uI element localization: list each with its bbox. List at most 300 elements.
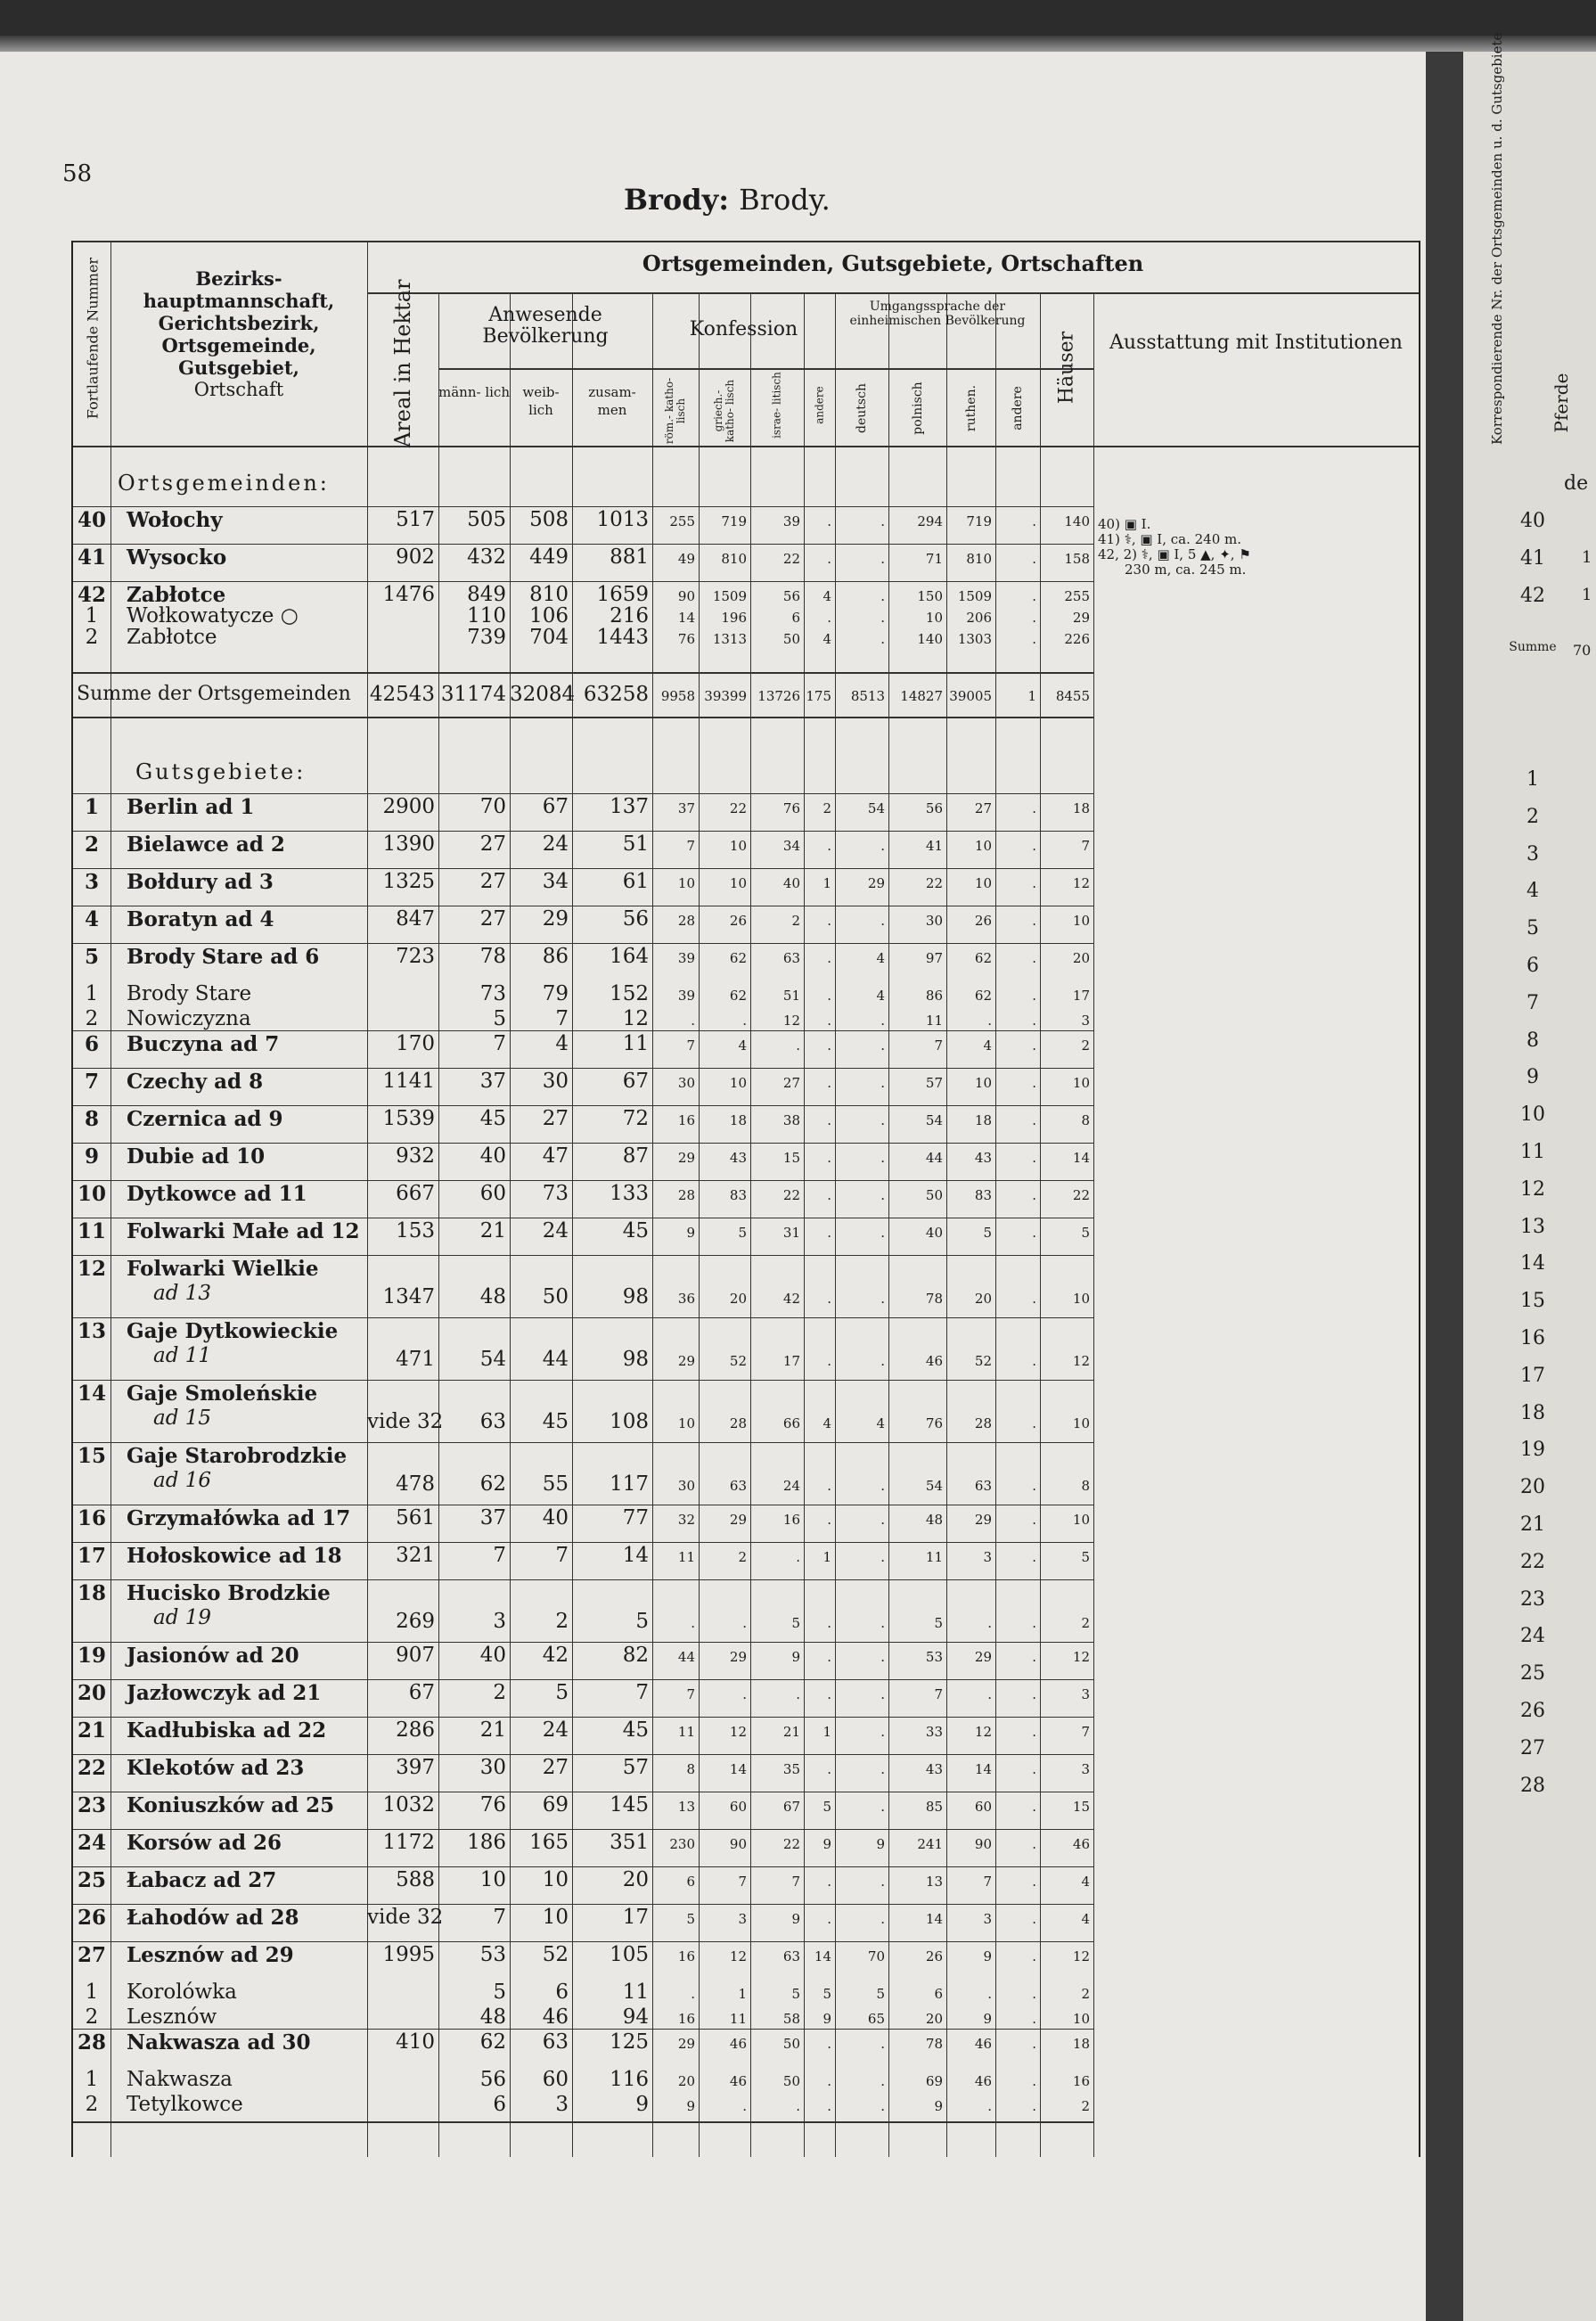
cell-de: . bbox=[880, 838, 885, 854]
header-isr: israe- litisch bbox=[770, 372, 783, 439]
cell-an: . bbox=[1032, 1549, 1036, 1565]
cell-isr: 63 bbox=[782, 950, 800, 966]
np-gg-num: 11 bbox=[1520, 1141, 1545, 1163]
header-name-line: Ortsgemeinde, bbox=[161, 334, 316, 357]
row-nr: 13 bbox=[77, 1319, 106, 1343]
row-name: Grzymałówka ad 17 bbox=[127, 1506, 351, 1530]
cell-gk: 1313 bbox=[712, 631, 747, 647]
cell-ru: 18 bbox=[974, 1112, 992, 1128]
cell-rk: 11 bbox=[677, 1549, 695, 1565]
header-bevoelkerung: Anwesende Bevölkerung bbox=[482, 304, 609, 348]
cell-a: 67 bbox=[408, 1681, 435, 1704]
row-nr: 25 bbox=[77, 1868, 106, 1892]
row-rule bbox=[73, 1679, 1093, 1680]
cell-a: 847 bbox=[396, 907, 435, 931]
np-og-val: 1 bbox=[1582, 548, 1592, 567]
row-rule bbox=[73, 1542, 1093, 1543]
cell-m: 70 bbox=[479, 795, 506, 818]
cell-isr: 6 bbox=[791, 610, 800, 626]
row-rule bbox=[73, 1717, 1093, 1718]
cell-z: 98 bbox=[622, 1285, 649, 1308]
cell-w: 2 bbox=[555, 1610, 569, 1633]
cell-isr: 31 bbox=[782, 1225, 800, 1241]
cell-de: . bbox=[880, 1291, 885, 1307]
cell-a: 907 bbox=[396, 1644, 435, 1667]
cell-ru: 3 bbox=[983, 1549, 992, 1565]
row-name: Korsów ad 26 bbox=[127, 1831, 282, 1855]
cell-pl: 26 bbox=[925, 1948, 943, 1964]
cell-m: 849 bbox=[467, 583, 506, 606]
cell-pl: 97 bbox=[925, 950, 943, 966]
cell-w: 6 bbox=[555, 1981, 569, 2004]
cell-gk: 1 bbox=[738, 1986, 747, 2002]
gg-row bbox=[73, 1642, 1419, 1679]
cell-de: . bbox=[880, 1549, 885, 1565]
gg-row bbox=[73, 2004, 1419, 2029]
cell-gk: . bbox=[742, 1615, 747, 1631]
page-title bbox=[624, 183, 831, 217]
cell-and: . bbox=[827, 1075, 831, 1091]
row-name: Folwarki Małe ad 12 bbox=[127, 1219, 360, 1243]
np-gg-num: 16 bbox=[1520, 1327, 1545, 1349]
cell-pl: 76 bbox=[925, 1415, 943, 1431]
cell-pl: 20 bbox=[925, 2011, 943, 2027]
cell-and: . bbox=[827, 1911, 831, 1927]
cell-h: 2 bbox=[1081, 2098, 1090, 2114]
cell-pl: 48 bbox=[925, 1512, 943, 1528]
book-gutter bbox=[1426, 52, 1463, 2321]
cell-de: . bbox=[880, 1225, 885, 1241]
np-gg-num: 23 bbox=[1520, 1587, 1545, 1611]
gg-row bbox=[73, 1218, 1419, 1255]
cell-pl: 14 bbox=[925, 1911, 943, 1927]
cell-ru: 206 bbox=[966, 610, 992, 626]
cell-ru: 29 bbox=[974, 1512, 992, 1528]
cell-isr: 50 bbox=[782, 2073, 800, 2089]
np-gg-num: 22 bbox=[1520, 1550, 1545, 1573]
cell-isr: 21 bbox=[782, 1724, 800, 1740]
cell-gk: 62 bbox=[729, 988, 747, 1004]
cell-and: . bbox=[827, 1353, 831, 1369]
cell-w: 10 bbox=[542, 1868, 569, 1891]
cell-m: 60 bbox=[479, 1182, 506, 1205]
cell-and: 4 bbox=[823, 1415, 831, 1431]
cell-h: 20 bbox=[1072, 950, 1090, 966]
np-header-pferde: Pferde bbox=[1551, 373, 1572, 433]
cell-ru: 63 bbox=[974, 1478, 992, 1494]
cell-z: 56 bbox=[622, 907, 649, 931]
cell-m: 186 bbox=[467, 1831, 506, 1854]
table-bottom-rule bbox=[73, 2121, 1093, 2123]
cell-de: . bbox=[880, 1478, 885, 1494]
cell-h: 46 bbox=[1072, 1836, 1090, 1852]
header-name-line: Bezirks- bbox=[195, 267, 282, 290]
header-rk: röm.- katho- lisch bbox=[663, 377, 687, 445]
cell-ru: . bbox=[987, 1615, 992, 1631]
np-gg-num: 28 bbox=[1520, 1774, 1545, 1797]
cell-z: 94 bbox=[622, 2005, 649, 2029]
cell-z: 164 bbox=[610, 945, 649, 968]
cell-an: . bbox=[1032, 1986, 1036, 2002]
cell-gk: 810 bbox=[721, 551, 747, 567]
row-nr: 21 bbox=[77, 1718, 106, 1743]
row-nr: 2 bbox=[84, 832, 99, 857]
cell-an: . bbox=[1032, 2073, 1036, 2089]
cell-de: . bbox=[880, 588, 885, 604]
gg-row bbox=[73, 1380, 1419, 1440]
cell-a: 1390 bbox=[382, 832, 435, 856]
header-name-line: Gerichtsbezirk, bbox=[158, 312, 320, 334]
cell-ru: 26 bbox=[974, 913, 992, 929]
row-nr: 22 bbox=[77, 1756, 106, 1780]
cell-a: 723 bbox=[396, 945, 435, 968]
cell-and: 1 bbox=[823, 1724, 831, 1740]
cell-z: 1443 bbox=[596, 626, 649, 649]
row-rule bbox=[73, 1642, 1093, 1643]
cell-gk: 28 bbox=[729, 1415, 747, 1431]
row-nr: 15 bbox=[77, 1444, 106, 1468]
gg-row bbox=[73, 2029, 1419, 2066]
header-gk: griech.- katho- lisch bbox=[712, 379, 736, 443]
row-name: Łahodów ad 28 bbox=[127, 1906, 299, 1930]
cell-and: 9 bbox=[823, 2011, 831, 2027]
cell-a: 269 bbox=[396, 1610, 435, 1633]
cell-isr: 56 bbox=[782, 588, 800, 604]
cell-z: 137 bbox=[610, 795, 649, 818]
cell-rk: 90 bbox=[677, 588, 695, 604]
np-gg-num: 14 bbox=[1520, 1252, 1545, 1275]
cell-h: 5 bbox=[1081, 1225, 1090, 1241]
cell-gk: 46 bbox=[729, 2036, 747, 2052]
cell-and: . bbox=[827, 2036, 831, 2052]
cell-gk: 60 bbox=[729, 1799, 747, 1815]
cell-a: 478 bbox=[396, 1472, 435, 1496]
cell-de: . bbox=[880, 1037, 885, 1054]
cell-pl: 40 bbox=[925, 1225, 943, 1241]
gg-row bbox=[73, 1505, 1419, 1542]
gg-row bbox=[73, 1442, 1419, 1503]
cell-an: . bbox=[1032, 1799, 1036, 1815]
cell-z: 51 bbox=[622, 832, 649, 856]
cell-gk: . bbox=[742, 2098, 747, 2114]
cell-z: 11 bbox=[622, 1032, 649, 1055]
row-rule bbox=[73, 1829, 1093, 1830]
cell-h: 2 bbox=[1081, 1615, 1090, 1631]
cell-pl: 7 bbox=[934, 1037, 943, 1054]
summe-label: Summe der Ortsgemeinden bbox=[77, 683, 351, 705]
cell-de: . bbox=[880, 913, 885, 929]
cell-pl: 50 bbox=[925, 1187, 943, 1203]
cell-and: . bbox=[827, 1225, 831, 1241]
cell-and: . bbox=[827, 1686, 831, 1702]
cell-an: . bbox=[1032, 2036, 1036, 2052]
cell-gk: 26 bbox=[729, 913, 747, 929]
cell-z: 1659 bbox=[596, 583, 649, 606]
cell-de: . bbox=[880, 1187, 885, 1203]
cell-isr: 17 bbox=[782, 1353, 800, 1369]
cell-h: 3 bbox=[1081, 1013, 1090, 1029]
row-rule bbox=[73, 506, 1093, 507]
cell-pl: 140 bbox=[917, 631, 943, 647]
cell-gk: 62 bbox=[729, 950, 747, 966]
cell-h: 4 bbox=[1081, 1911, 1090, 1927]
cell-z: 87 bbox=[622, 1144, 649, 1168]
cell-z: 9 bbox=[635, 2093, 649, 2116]
row-name-2: ad 19 bbox=[153, 1606, 212, 1629]
cell-isr: . bbox=[796, 1037, 800, 1054]
cell-z: 14 bbox=[622, 1544, 649, 1567]
row-name: Berlin ad 1 bbox=[127, 795, 255, 819]
cell-de: 4 bbox=[876, 1415, 885, 1431]
cell-m: 78 bbox=[479, 945, 506, 968]
cell-isr: 34 bbox=[782, 838, 800, 854]
header-group-title: Ortsgemeinden, Gutsgebiete, Ortschaften bbox=[642, 250, 1144, 276]
row-name: Gaje Starobrodzkie bbox=[127, 1444, 348, 1468]
cell-w: 5 bbox=[555, 1681, 569, 1704]
cell-rk: 16 bbox=[677, 2011, 695, 2027]
cell-gk: 12 bbox=[729, 1724, 747, 1740]
cell-and: . bbox=[827, 2073, 831, 2089]
cell-and: . bbox=[827, 551, 831, 567]
np-summe-val: 70 bbox=[1573, 642, 1592, 659]
cell-an: . bbox=[1032, 1225, 1036, 1241]
row-rule bbox=[73, 943, 1093, 944]
cell-an: . bbox=[1032, 950, 1036, 966]
summe-w: 32084 bbox=[510, 683, 576, 706]
cell-rk: 13 bbox=[677, 1799, 695, 1815]
cell-ru: 1303 bbox=[957, 631, 992, 647]
cell-gk: 63 bbox=[729, 1478, 747, 1494]
cell-ru: 46 bbox=[974, 2036, 992, 2052]
cell-an: . bbox=[1032, 610, 1036, 626]
cell-ru: 46 bbox=[974, 2073, 992, 2089]
cell-h: 18 bbox=[1072, 800, 1090, 816]
cell-ru: 7 bbox=[983, 1874, 992, 1890]
cell-w: 86 bbox=[542, 945, 569, 968]
cell-m: 73 bbox=[479, 982, 506, 1005]
cell-an: . bbox=[1032, 513, 1036, 529]
cell-isr: 58 bbox=[782, 2011, 800, 2027]
cell-pl: 294 bbox=[917, 513, 943, 529]
np-gg-num: 10 bbox=[1520, 1103, 1545, 1127]
gg-row bbox=[73, 1005, 1419, 1030]
cell-ru: 62 bbox=[974, 950, 992, 966]
cell-gk: . bbox=[742, 1686, 747, 1702]
row-nr: 1 bbox=[85, 1981, 99, 2004]
cell-h: 10 bbox=[1072, 1075, 1090, 1091]
summe-h: 8455 bbox=[1055, 688, 1090, 704]
gg-row bbox=[73, 943, 1419, 980]
cell-and: . bbox=[827, 1649, 831, 1665]
cell-m: 40 bbox=[479, 1644, 506, 1667]
cell-gk: 46 bbox=[729, 2073, 747, 2089]
cell-an: . bbox=[1032, 551, 1036, 567]
cell-pl: 11 bbox=[925, 1549, 943, 1565]
cell-m: 5 bbox=[493, 1981, 506, 2004]
cell-rk: 44 bbox=[677, 1649, 695, 1665]
cell-de: . bbox=[880, 1512, 885, 1528]
row-nr: 4 bbox=[84, 907, 99, 931]
cell-rk: 7 bbox=[686, 1037, 695, 1054]
cell-rk: 9 bbox=[686, 1225, 695, 1241]
row-nr: 1 bbox=[85, 982, 99, 1005]
cell-an: . bbox=[1032, 1150, 1036, 1166]
cell-z: 116 bbox=[610, 2068, 649, 2091]
row-name: Nakwasza ad 30 bbox=[127, 2030, 311, 2054]
row-name-2: ad 15 bbox=[153, 1407, 212, 1430]
header-lang-de: deutsch bbox=[855, 383, 869, 433]
header-bottom-rule bbox=[73, 446, 1419, 447]
cell-z: 7 bbox=[635, 1681, 649, 1704]
row-name-2: ad 16 bbox=[153, 1469, 212, 1492]
cell-pl: 30 bbox=[925, 913, 943, 929]
cell-an: . bbox=[1032, 2011, 1036, 2027]
row-rule bbox=[73, 1030, 1093, 1031]
cell-pl: 57 bbox=[925, 1075, 943, 1091]
gg-row bbox=[73, 1679, 1419, 1717]
cell-and: . bbox=[827, 513, 831, 529]
gg-row bbox=[73, 1829, 1419, 1866]
cell-isr: 35 bbox=[782, 1761, 800, 1777]
cell-pl: 54 bbox=[925, 1112, 943, 1128]
cell-w: 67 bbox=[542, 795, 569, 818]
cell-a: 667 bbox=[396, 1182, 435, 1205]
cell-and: 2 bbox=[823, 800, 831, 816]
cell-ru: 52 bbox=[974, 1353, 992, 1369]
row-nr: 23 bbox=[77, 1793, 106, 1817]
cell-rk: . bbox=[691, 1013, 695, 1029]
cell-isr: 2 bbox=[791, 913, 800, 929]
np-gg-num: 6 bbox=[1526, 955, 1539, 977]
cell-w: 30 bbox=[542, 1070, 569, 1093]
cell-de: . bbox=[880, 1615, 885, 1631]
cell-de: 5 bbox=[876, 1986, 885, 2002]
cell-w: 27 bbox=[542, 1107, 569, 1130]
cell-z: 117 bbox=[610, 1472, 649, 1496]
row-name: Koniuszków ad 25 bbox=[127, 1793, 335, 1817]
row-nr: 2 bbox=[85, 2093, 99, 2116]
summe-isr: 13726 bbox=[757, 688, 800, 704]
cell-rk: 29 bbox=[677, 1150, 695, 1166]
cell-isr: 38 bbox=[782, 1112, 800, 1128]
cell-isr: 76 bbox=[782, 800, 800, 816]
row-nr: 2 bbox=[85, 1007, 99, 1030]
cell-an: . bbox=[1032, 1512, 1036, 1528]
cell-h: 12 bbox=[1072, 1353, 1090, 1369]
cell-rk: 7 bbox=[686, 1686, 695, 1702]
cell-an: . bbox=[1032, 588, 1036, 604]
cell-an: . bbox=[1032, 1013, 1036, 1029]
gg-row bbox=[73, 1542, 1419, 1579]
cell-ru: 83 bbox=[974, 1187, 992, 1203]
cell-de: . bbox=[880, 2073, 885, 2089]
cell-w: 106 bbox=[529, 604, 569, 627]
cell-h: 29 bbox=[1072, 610, 1090, 626]
cell-w: 27 bbox=[542, 1756, 569, 1779]
row-name: Lesznów ad 29 bbox=[127, 1943, 294, 1967]
cell-m: 5 bbox=[493, 1007, 506, 1030]
cell-ru: . bbox=[987, 1686, 992, 1702]
cell-gk: 10 bbox=[729, 838, 747, 854]
np-gg-num: 12 bbox=[1520, 1177, 1545, 1201]
summe-and: 175 bbox=[806, 688, 831, 704]
np-gg-num: 1 bbox=[1526, 768, 1539, 791]
cell-m: 48 bbox=[479, 2005, 506, 2029]
cell-rk: 10 bbox=[677, 1415, 695, 1431]
np-og-num: 42 bbox=[1520, 585, 1545, 607]
summe-m: 31174 bbox=[440, 683, 506, 706]
header-name bbox=[110, 267, 367, 401]
np-summe: Summe bbox=[1509, 640, 1557, 654]
row-nr: 42 bbox=[77, 583, 106, 607]
np-gg-num: 27 bbox=[1520, 1736, 1545, 1759]
cell-rk: . bbox=[691, 1615, 695, 1631]
header-maennlich: männ- lich bbox=[438, 384, 510, 400]
gg-row bbox=[73, 831, 1419, 868]
cell-m: 6 bbox=[493, 2093, 506, 2116]
row-rule bbox=[73, 581, 1093, 582]
cell-z: 881 bbox=[610, 545, 649, 569]
cell-w: 50 bbox=[542, 1285, 569, 1308]
gg-row bbox=[73, 2066, 1419, 2091]
cell-m: 21 bbox=[479, 1718, 506, 1742]
cell-a: 410 bbox=[396, 2030, 435, 2054]
cell-w: 7 bbox=[555, 1007, 569, 1030]
summe-de: 8513 bbox=[850, 688, 885, 704]
cell-pl: 13 bbox=[925, 1874, 943, 1890]
cell-a: 1172 bbox=[382, 1831, 435, 1854]
cell-a: 932 bbox=[396, 1144, 435, 1168]
cell-m: 7 bbox=[493, 1906, 506, 1929]
cell-gk: 52 bbox=[729, 1353, 747, 1369]
gg-row bbox=[73, 1866, 1419, 1904]
cell-de: . bbox=[880, 2036, 885, 2052]
cell-z: 67 bbox=[622, 1070, 649, 1093]
cell-ru: 4 bbox=[983, 1037, 992, 1054]
row-name: Tetylkowce bbox=[127, 2093, 243, 2116]
gg-row bbox=[73, 1030, 1419, 1068]
cell-m: 37 bbox=[479, 1070, 506, 1093]
row-nr: 14 bbox=[77, 1382, 106, 1406]
cell-pl: 78 bbox=[925, 1291, 943, 1307]
np-header-nr bbox=[1489, 249, 1505, 445]
cell-rk: . bbox=[691, 1986, 695, 2002]
cell-and: . bbox=[827, 913, 831, 929]
row-name: Nakwasza bbox=[127, 2068, 233, 2091]
section-ortsgemeinden: Ortsgemeinden: bbox=[118, 471, 330, 496]
cell-isr: 15 bbox=[782, 1150, 800, 1166]
cell-w: 79 bbox=[542, 982, 569, 1005]
cell-m: 40 bbox=[479, 1144, 506, 1168]
institution-line: 230 m, ca. 245 m. bbox=[1125, 562, 1247, 578]
row-name: Dytkowce ad 11 bbox=[127, 1182, 307, 1206]
cell-a: 1539 bbox=[382, 1107, 435, 1130]
scan-top-edge bbox=[0, 0, 1596, 52]
cell-isr: 22 bbox=[782, 1187, 800, 1203]
gg-row bbox=[73, 1317, 1419, 1378]
cell-ru: 90 bbox=[974, 1836, 992, 1852]
row-name: Hucisko Brodzkie bbox=[127, 1581, 331, 1605]
cell-h: 3 bbox=[1081, 1686, 1090, 1702]
institution-line: 40) ▣ I. bbox=[1098, 516, 1151, 532]
summe-gk: 39399 bbox=[704, 688, 747, 704]
cell-isr: 9 bbox=[791, 1911, 800, 1927]
cell-an: . bbox=[1032, 1112, 1036, 1128]
cell-z: 125 bbox=[610, 2030, 649, 2054]
row-nr: 17 bbox=[77, 1544, 106, 1568]
gg-row bbox=[73, 1255, 1419, 1316]
cell-w: 52 bbox=[542, 1943, 569, 1966]
